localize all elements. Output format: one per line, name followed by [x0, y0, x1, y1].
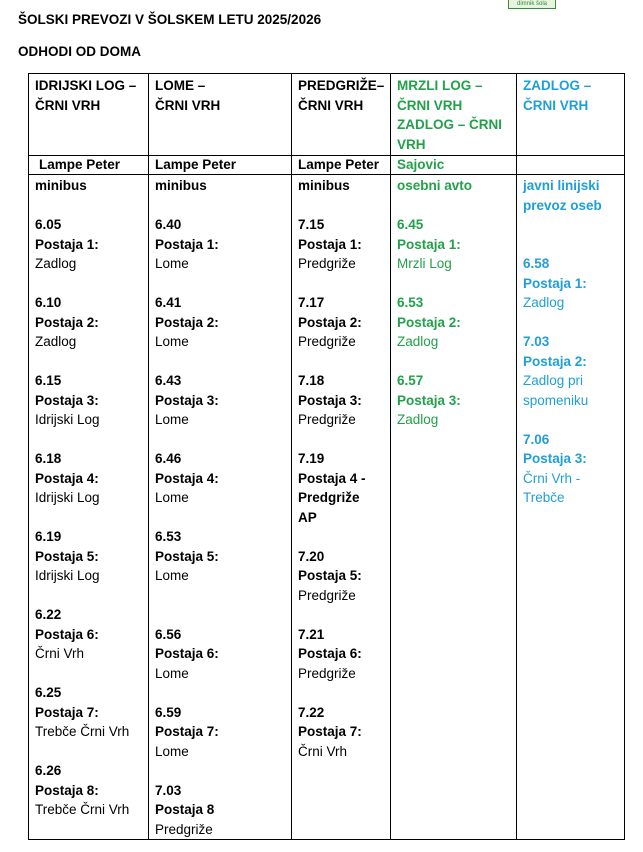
stop-place: Trebče	[523, 490, 565, 505]
stop-label: Predgriže	[298, 490, 360, 505]
stop-label: Postaja 2:	[155, 314, 219, 330]
route-header-line: ZADLOG –	[523, 78, 592, 93]
stop-label: Postaja 8:	[35, 782, 99, 798]
stop-label: Postaja 1:	[35, 236, 99, 252]
stop-label: Postaja 3:	[523, 451, 587, 466]
stop-time: 6.19	[35, 529, 62, 544]
route-header-line: ZADLOG – ČRNI	[397, 117, 503, 132]
vehicle-type: prevoz oseb	[523, 197, 602, 213]
stop-time: 6.05	[35, 217, 62, 232]
stop-label: Postaja 7:	[155, 724, 219, 739]
stop-label: Postaja 3:	[397, 392, 461, 408]
page-subtitle: ODHODI OD DOMA	[18, 44, 141, 59]
schedule-table	[28, 73, 625, 840]
route-header-line: VRH	[397, 136, 426, 152]
stop-label: Postaja 4 -	[298, 470, 366, 486]
stop-time: 6.18	[35, 451, 62, 466]
stop-place: Zadlog	[523, 295, 565, 310]
stop-place: Trebče Črni Vrh	[35, 724, 130, 739]
driver-cell	[517, 156, 625, 175]
stop-label: Postaja 5:	[155, 548, 219, 564]
stop-place: Predgriže	[298, 587, 356, 603]
route-header-line: ČRNI VRH	[35, 97, 101, 113]
stop-time: 6.53	[155, 529, 182, 544]
stop-place: Lome	[155, 256, 189, 271]
stop-label: Postaja 7:	[298, 724, 362, 739]
route-header-4	[391, 74, 517, 156]
route-header-line: MRZLI LOG –	[397, 78, 483, 93]
route-header-line: LOME –	[155, 78, 206, 93]
route-stops-2	[149, 175, 292, 840]
stop-place: Lome	[155, 334, 189, 349]
stop-time: 6.58	[523, 256, 550, 271]
stop-place: Predgriže	[155, 821, 213, 837]
stop-label: Postaja 2:	[523, 353, 587, 369]
stop-label: Postaja 2:	[35, 314, 99, 330]
stop-label: Postaja 8	[155, 802, 215, 817]
stop-place: Idrijski Log	[35, 568, 100, 583]
stop-label: Postaja 3:	[155, 392, 219, 408]
stop-label: Postaja 1:	[397, 236, 461, 252]
driver-row	[29, 156, 625, 175]
stop-time: 7.18	[298, 373, 325, 388]
stop-place: spomeniku	[523, 392, 589, 408]
school-logo: dimnik šola	[508, 0, 556, 9]
route-stops-3	[292, 175, 391, 840]
stop-time: 6.26	[35, 763, 62, 778]
stop-time: 7.17	[298, 295, 325, 310]
route-header-1	[29, 74, 149, 156]
stop-place: Idrijski Log	[35, 490, 100, 505]
stop-time: 7.21	[298, 626, 325, 642]
stops-row	[29, 175, 625, 840]
vehicle-type: minibus	[35, 178, 87, 193]
stop-place: Zadlog	[397, 334, 439, 349]
stop-label: Postaja 2:	[298, 314, 362, 330]
stop-place: Trebče Črni Vrh	[35, 802, 130, 817]
stop-label: AP	[298, 509, 317, 525]
stop-place: Zadlog	[397, 412, 439, 427]
stop-place: Predgriže	[298, 334, 356, 349]
stop-place: Črni Vrh -	[523, 470, 581, 486]
stop-place: Lome	[155, 743, 189, 759]
stop-time: 6.40	[155, 217, 182, 232]
driver-cell: Lampe Peter	[292, 156, 391, 175]
vehicle-type: javni linijski	[523, 178, 600, 193]
stop-time: 7.19	[298, 451, 325, 466]
route-header-line: ČRNI VRH	[155, 97, 221, 113]
stop-place: Lome	[155, 665, 189, 681]
route-stops-4	[391, 175, 517, 840]
stop-time: 6.41	[155, 295, 182, 310]
stop-time: 7.20	[298, 548, 325, 564]
route-header-line: IDRIJSKI LOG –	[35, 78, 137, 93]
stop-time: 6.22	[35, 607, 62, 622]
stop-time: 7.15	[298, 217, 325, 232]
stop-time: 6.43	[155, 373, 182, 388]
driver-cell: Lampe Peter	[149, 156, 292, 175]
stop-time: 7.03	[523, 334, 550, 349]
route-header-3	[292, 74, 391, 156]
stop-place: Predgriže	[298, 412, 356, 427]
stop-label: Postaja 1:	[523, 275, 587, 291]
stop-label: Postaja 6:	[155, 646, 219, 661]
stop-time: 6.59	[155, 704, 182, 720]
stop-time: 6.57	[397, 373, 424, 388]
stop-place: Črni Vrh	[35, 646, 85, 661]
stop-place: Zadlog	[35, 256, 77, 271]
route-header-line: ČRNI VRH	[523, 97, 589, 113]
stop-label: Postaja 6:	[35, 626, 99, 642]
route-header-line: PREDGRIŽE–	[298, 78, 385, 93]
stop-place: Predgriže	[298, 665, 356, 681]
stop-time: 6.45	[397, 217, 424, 232]
stop-time: 6.10	[35, 295, 62, 310]
stop-time: 7.22	[298, 704, 325, 720]
stop-label: Postaja 3:	[35, 392, 99, 408]
vehicle-type: minibus	[155, 178, 207, 193]
route-header-5	[517, 74, 625, 156]
route-header-line: ČRNI VRH	[397, 97, 463, 113]
stop-label: Postaja 5:	[298, 568, 362, 583]
stop-place: Zadlog	[35, 334, 77, 349]
driver-cell: Sajovic	[391, 156, 517, 175]
driver-cell: Lampe Peter	[29, 156, 149, 175]
route-header-line: ČRNI VRH	[298, 97, 364, 113]
stop-time: 6.15	[35, 373, 62, 388]
stop-label: Postaja 3:	[298, 392, 362, 408]
stop-time: 6.25	[35, 685, 62, 700]
stop-label: Postaja 5:	[35, 548, 99, 564]
header-row	[29, 74, 625, 156]
stop-place: Predgriže	[298, 256, 356, 271]
route-stops-1	[29, 175, 149, 840]
stop-time: 6.46	[155, 451, 182, 466]
stop-place: Lome	[155, 490, 189, 505]
stop-label: Postaja 6:	[298, 646, 362, 661]
stop-place: Lome	[155, 412, 189, 427]
page-title: ŠOLSKI PREVOZI V ŠOLSKEM LETU 2025/2026	[18, 12, 322, 27]
stop-time: 7.06	[523, 431, 550, 447]
stop-label: Postaja 1:	[298, 236, 362, 252]
route-header-2	[149, 74, 292, 156]
stop-place: Črni Vrh	[298, 743, 348, 759]
stop-place: Mrzli Log	[397, 256, 452, 271]
vehicle-type: minibus	[298, 178, 350, 193]
stop-label: Postaja 7:	[35, 704, 99, 720]
stop-label: Postaja 4:	[35, 470, 99, 486]
stop-label: Postaja 4:	[155, 470, 219, 486]
stop-place: Zadlog pri	[523, 373, 584, 388]
stop-label: Postaja 1:	[155, 236, 219, 252]
stop-label: Postaja 2:	[397, 314, 461, 330]
stop-time: 6.56	[155, 626, 182, 642]
stop-time: 6.53	[397, 295, 424, 310]
vehicle-type: osebni avto	[397, 178, 473, 193]
stop-time: 7.03	[155, 782, 182, 798]
route-stops-5	[517, 175, 625, 840]
stop-place: Lome	[155, 568, 189, 583]
stop-place: Idrijski Log	[35, 412, 100, 427]
